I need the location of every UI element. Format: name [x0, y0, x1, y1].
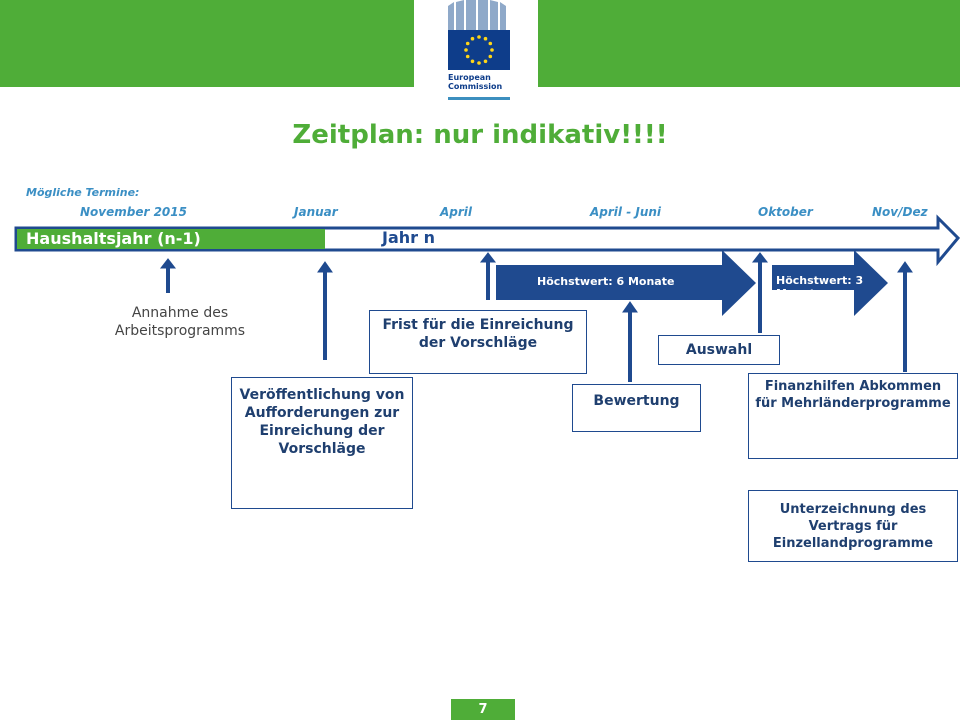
fiscal-year-label: Haushaltsjahr (n-1) — [26, 229, 201, 248]
term-april-juni: April - Juni — [590, 205, 662, 219]
period-label-6-months: Höchstwert: 6 Monate — [537, 275, 675, 288]
step-bewertung: Bewertung — [572, 384, 701, 432]
year-n-label: Jahr n — [382, 228, 435, 247]
step-veroeffentlichung: Veröffentlichung von Aufforderungen zur Einreichung der Vorschläge — [231, 377, 413, 509]
step-frist: Frist für die Einreichung der Vorschläge — [369, 310, 587, 374]
term-nov-dez: Nov/Dez — [872, 205, 928, 219]
terms-label: Mögliche Termine: — [26, 186, 140, 199]
period-label-3-months: Höchstwert: 3 Monate — [776, 274, 864, 300]
step-annahme: Annahme des Arbeitsprogramms — [114, 305, 246, 339]
logo-line2: Commission — [448, 82, 503, 91]
term-januar: Januar — [294, 205, 338, 219]
term-november: November 2015 — [80, 205, 187, 219]
term-oktober: Oktober — [758, 205, 813, 219]
page-number: 7 — [451, 699, 515, 720]
term-april: April — [440, 205, 473, 219]
logo-line1: European — [448, 73, 491, 82]
step-unterzeichnung: Unterzeichnung des Vertrags für Einzellandprogramme — [748, 490, 958, 562]
step-auswahl: Auswahl — [658, 335, 780, 365]
page-title: Zeitplan: nur indikativ!!!! — [292, 120, 668, 150]
step-finanzhilfen: Finanzhilfen Abkommen für Mehrländerprogramme — [748, 373, 958, 459]
